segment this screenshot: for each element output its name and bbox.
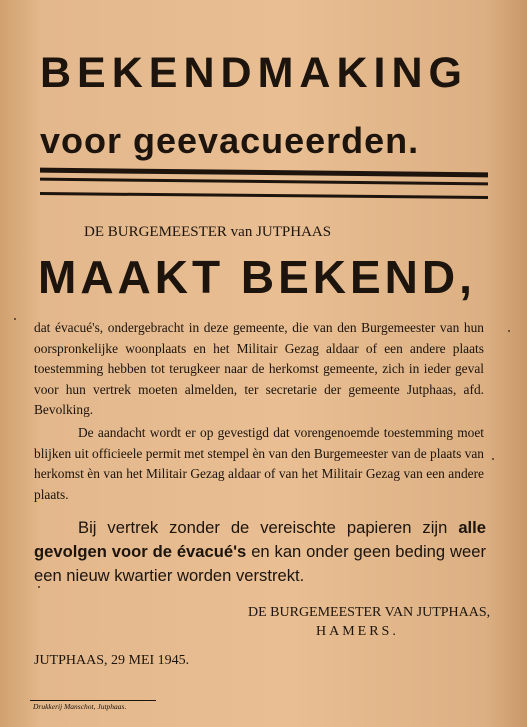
paper-speck xyxy=(38,586,40,588)
title-rule-lower xyxy=(40,192,488,199)
announcement-heading: MAAKT BEKEND, xyxy=(38,251,476,303)
place-and-date: JUTPHAAS, 29 MEI 1945. xyxy=(34,653,190,668)
title-rule-thin xyxy=(40,178,488,186)
printer-divider xyxy=(30,700,156,701)
printer-credit: Drukkerij Manschot, Jutphaas. xyxy=(33,702,127,711)
notice-subtitle: voor geevacueerden. xyxy=(40,120,420,161)
mayor-heading: DE BURGEMEESTER van JUTPHAAS xyxy=(84,224,332,240)
consequences-bold-text: alle gevolgen voor de évacué's xyxy=(34,518,486,561)
consequences-text-2: en kan onder geen beding weer een nieuw kwartier worden verstrekt. xyxy=(34,542,486,585)
paragraph-permit-text: De aandacht wordt er op gevestigd dat vorengenoemde toestemming moet blijken uit officieele permit met stempel èn van den Burgemeester van de plaats van herkomst èn van het Militair Gezag aldaar of van het Militair Gezag van een andere plaats. xyxy=(34,425,484,502)
paragraph-permit-requirement xyxy=(34,423,484,505)
paper-speck xyxy=(14,318,16,320)
signoff-mayor-name: HAMERS. xyxy=(316,624,399,639)
title-rule-thick xyxy=(40,168,488,178)
notice-title: BEKENDMAKING xyxy=(40,49,468,97)
paragraph-evacuees-registration: dat évacué's, ondergebracht in deze gemeente, die van den Burgemeester van hun oorspronkelijke woonplaats en het Militair Gezag aldaar of een andere plaats toestemming hebben tot terugkeer naar de herkomst gemeente, zich in ieder geval voor hun vertrek moeten almelden, ter secretarie der gemeente Jutphaas, afd. Bevolking. xyxy=(34,320,484,418)
consequences-text-1: Bij vertrek zonder de vereischte papieren zijn xyxy=(78,518,448,537)
signoff-mayor-title: DE BURGEMEESTER VAN JUTPHAAS, xyxy=(248,605,491,620)
paper-speck xyxy=(508,330,510,332)
paper-speck xyxy=(492,458,494,460)
paragraph-consequences xyxy=(34,516,486,588)
